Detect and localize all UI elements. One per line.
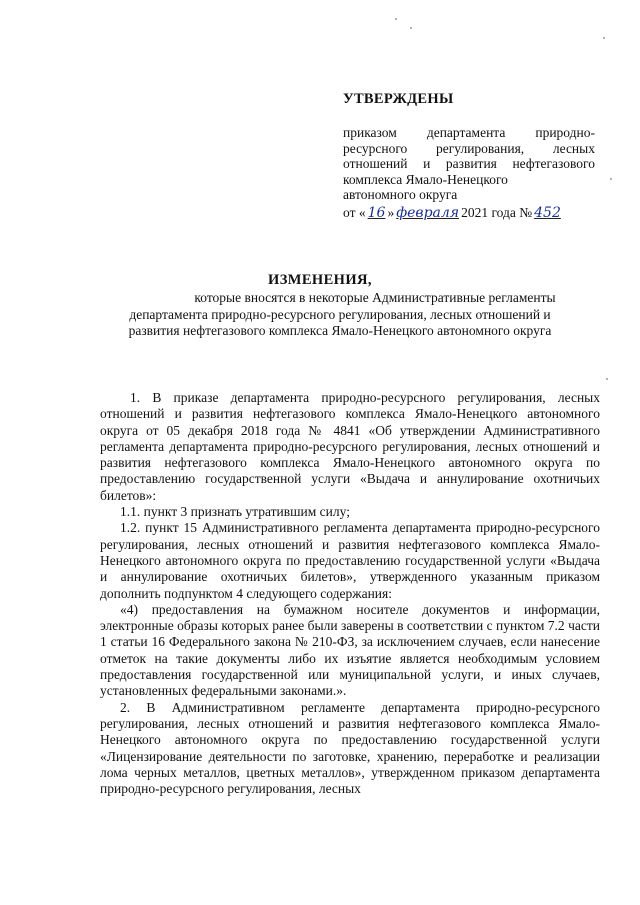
changes-heading: ИЗМЕНЕНИЯ, [268, 272, 372, 288]
scan-speck [610, 178, 612, 180]
approval-line-2: ресурсного регулирования, лесных [343, 140, 595, 156]
handwritten-order-number: 452 [534, 204, 561, 221]
approval-line-5: автономного округа [343, 187, 458, 203]
approval-line-4: комплекса Ямало-Ненецкого [343, 171, 508, 187]
paragraph-1: 1. В приказе департамента природно-ресурсного регулирования, лесных отношений и развития нефтегазового комплекса Ямало-Ненецкого автономного округа от 05 декабря 2018 года № 4841 «Об утверждении Административного регламента департамента природно-ресурсного регулирования, лесных отношений и развития нефтегазового комплекса Ямало-Ненецкого автономного округа по предоставлению государственной услуги «Выдача и аннулирование охотничьих билетов»: [100, 390, 600, 503]
paragraph-1-2: 1.2. пункт 15 Административного регламента департамента природно-ресурсного регулирования, лесных отношений и развития нефтегазового комплекса Ямало-Ненецкого автономного округа по предоставлению государственной услуги «Выдача и аннулирование охотничьих билетов», утвержденного указанным приказом дополнить подпунктом 4 следующего содержания: [100, 520, 600, 601]
approval-line-1: приказом департамента природно- [343, 125, 595, 140]
paragraph-2: 2. В Административном регламенте департамента природно-ресурсного регулирования, лесных отношений и развития нефтегазового комплекса Ямало-Ненецкого автономного округа по предоставлению государственной услуги «Лицензирование деятельности по заготовке, хранению, переработке и реализации лома черных металлов, цветных металлов», утвержденном приказом департамента природно-ресурсного регулирования, лесных [100, 699, 600, 797]
approval-heading: УТВЕРЖДЕНЫ [343, 91, 454, 107]
handwritten-month: февраля [396, 204, 460, 221]
scan-speck [410, 27, 412, 29]
handwritten-day: 16 [367, 204, 386, 221]
document-body [100, 390, 600, 797]
changes-subtitle: которые вносятся в некоторые Административные регламенты департамента природно-ресурсного регулирования, лесных отношений и развития нефтегазового комплекса Ямало-Ненецкого автономного округа [128, 290, 556, 338]
approval-line-3: отношений и развития нефтегазового [343, 156, 595, 172]
scan-speck [395, 18, 397, 20]
scan-speck [603, 37, 605, 39]
order-date-line: от « 16 » февраля 2021 года № 452 [343, 204, 561, 221]
paragraph-quote: «4) предоставления на бумажном носителе документов и информации, электронные образы которых ранее были заверены в соответствии с пунктом 7.2 части 1 статьи 16 Федерального закона № 210-ФЗ, за исключением случаев, если нанесение отметок на такие документы либо их изъятие является необходимым условием предоставления государственной или муниципальной услуги, и иных случаев, установленных федеральными законами.». [100, 601, 600, 699]
scan-speck [606, 378, 608, 380]
approval-block [343, 125, 595, 222]
paragraph-1-1: 1.1. пункт 3 признать утратившим силу; [120, 504, 350, 520]
